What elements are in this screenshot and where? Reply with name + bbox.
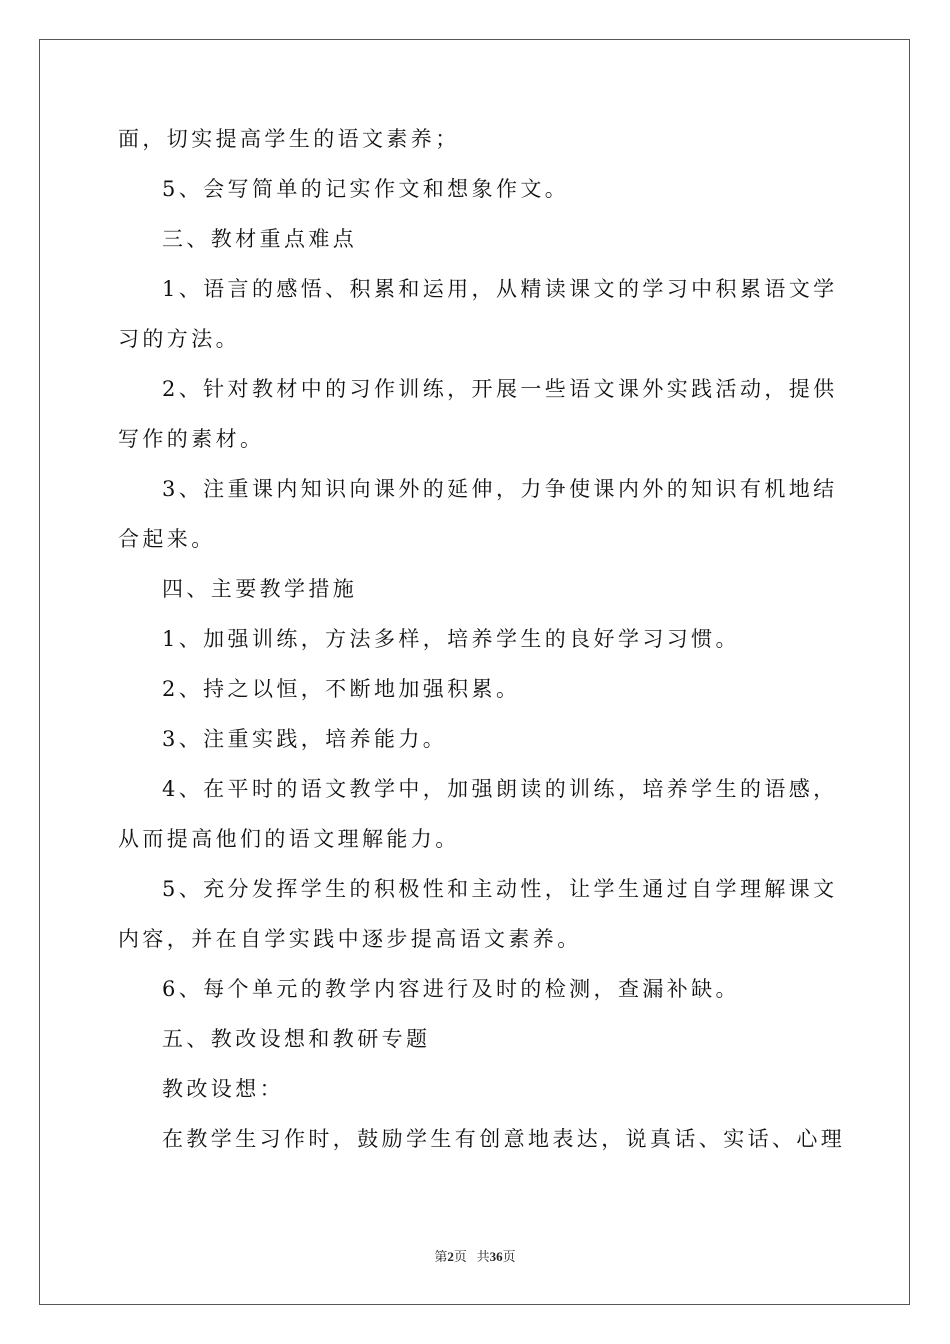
section-heading: 三、教材重点难点 xyxy=(162,227,358,251)
page-suffix: 页 xyxy=(453,1249,467,1264)
text-line: 内容，并在自学实践中逐步提高语文素养。 xyxy=(118,927,582,951)
text-line: 写作的素材。 xyxy=(118,427,265,451)
text-line: 2、持之以恒，不断地加强积累。 xyxy=(162,677,521,701)
text-line: 3、注重实践，培养能力。 xyxy=(162,727,448,751)
page-footer xyxy=(0,1246,950,1265)
text-line: 5、充分发挥学生的积极性和主动性，让学生通过自学理解课文 xyxy=(162,877,838,901)
text-line: 面，切实提高学生的语文素养； xyxy=(118,127,460,151)
page-total: 36 xyxy=(489,1249,503,1264)
page-prefix: 第 xyxy=(434,1249,448,1264)
total-prefix: 共 xyxy=(476,1249,490,1264)
section-heading: 五、教改设想和教研专题 xyxy=(162,1027,431,1051)
page-current: 2 xyxy=(447,1249,454,1264)
text-line: 合起来。 xyxy=(118,527,216,551)
text-line: 在教学生习作时，鼓励学生有创意地表达，说真话、实话、心理 xyxy=(162,1127,846,1151)
text-line: 从而提高他们的语文理解能力。 xyxy=(118,827,460,851)
text-line: 5、会写简单的记实作文和想象作文。 xyxy=(162,177,570,201)
section-heading: 四、主要教学措施 xyxy=(162,577,358,601)
subheading: 教改设想： xyxy=(162,1077,284,1101)
total-suffix: 页 xyxy=(502,1249,516,1264)
text-line: 6、每个单元的教学内容进行及时的检测，查漏补缺。 xyxy=(162,977,740,1001)
text-line: 1、语言的感悟、积累和运用，从精读课文的学习中积累语文学 xyxy=(162,277,838,301)
text-line: 1、加强训练，方法多样，培养学生的良好学习习惯。 xyxy=(162,627,740,651)
text-line: 2、针对教材中的习作训练，开展一些语文课外实践活动，提供 xyxy=(162,377,838,401)
text-line: 3、注重课内知识向课外的延伸，力争使课内外的知识有机地结 xyxy=(162,477,838,501)
text-line: 4、在平时的语文教学中，加强朗读的训练，培养学生的语感， xyxy=(162,777,838,801)
text-line: 习的方法。 xyxy=(118,327,240,351)
